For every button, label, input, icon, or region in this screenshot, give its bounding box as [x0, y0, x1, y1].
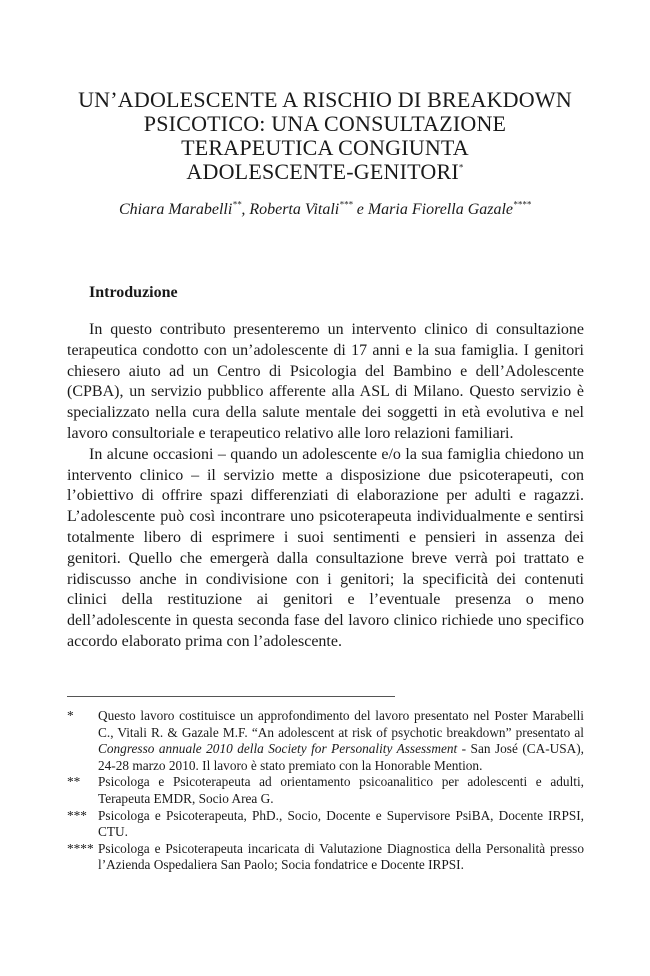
section-heading: Introduzione [89, 284, 178, 301]
footnote-text-part: Questo lavoro costituisce un approfondimento del lavoro presentato nel Poster Marabelli C., Vitali R. & Gazale M.F. “An adolescent at risk of psychotic breakdown” presentato al [98, 708, 584, 740]
title-line-text: ADOLESCENTE-GENITORI [186, 159, 459, 184]
title-line: UN’ADOLESCENTE A RISCHIO DI BREAKDOWN [78, 87, 572, 112]
footnote-text-part: - San José (CA-USA), 24-28 marzo 2010. Il lavoro è stato premiato con la Honorable Mention. [98, 741, 585, 773]
footnote-text: Psicologa e Psicoterapeuta incaricata di Valutazione Diagnostica della Personalità presso l’Azienda Ospedaliera San Paolo; Socia fondatrice e Docente IRPSI. [98, 840, 584, 873]
author-footnote-mark: **** [513, 199, 532, 210]
author-separator: e [352, 201, 368, 218]
footnote-text: Psicologa e Psicoterapeuta ad orientamento psicoanalitico per adolescenti e adulti, Terapeuta EMDR, Socio Area G. [98, 774, 584, 806]
footnote-mark: * [67, 708, 74, 723]
author-name: Roberta Vitali [249, 201, 340, 218]
body-paragraph: In alcune occasioni – quando un adolescente e/o la sua famiglia chiedono un intervento clinico – il servizio mette a disposizione due psicoterapeuti, con l’obiettivo di offrire spazi differenziati di elaborazione per adulti e ragazzi. L’adolescente può così incontrare uno psicoterapeuta individualmente e sentirsi totalmente libero di esprimere i suoi sentimenti e pensieri in assenza dei genitori. Quello che emergerà dalla consultazione breve verrà poi trattato e ridiscusso anche in condivisione con i genitori; la specificità dei contenuti clinici della restituzione ai genitori e l’eventuale presenza o meno dell’adolescente in questa seconda fase del lavoro clinico richiede uno specifico accordo elaborato prima con l’adolescente. [67, 445, 584, 650]
footnote-divider [67, 696, 395, 697]
body-paragraph: In questo contributo presenteremo un intervento clinico di consultazione terapeutica condotto con un’adolescente di 17 anni e la sua famiglia. I genitori chiesero aiuto ad un Centro di Psicologia del Bambino e dell’Adolescente (CPBA), un servizio pubblico afferente alla ASL di Milano. Questo servizio è specializzato nella cura della salute mentale dei soggetti in età evolutiva e nel lavoro consultoriale e terapeutico relativo alle loro relazioni familiari. [67, 321, 584, 442]
footnote-text: Psicologa e Psicoterapeuta, PhD., Socio, Docente e Supervisore PsiBA, Docente IRPSI, CTU. [98, 807, 584, 840]
footnote [67, 774, 584, 807]
footnote-mark: *** [67, 807, 87, 823]
author-separator: , [241, 201, 250, 218]
author-name: Chiara Marabelli [118, 201, 233, 218]
title-footnote-mark: * [458, 162, 464, 173]
body-text [67, 320, 584, 653]
footnote [67, 708, 584, 774]
footnote-mark: ** [67, 774, 81, 790]
article-title [60, 88, 590, 184]
title-line: TERAPEUTICA CONGIUNTA [181, 135, 469, 160]
title-line: PSICOTICO: UNA CONSULTAZIONE [143, 111, 507, 136]
footnote-mark: **** [67, 840, 94, 856]
footnote [67, 808, 584, 841]
footnote-text-italic: Congresso annuale 2010 della Society for Personality Assessment [98, 741, 458, 757]
title-line [60, 160, 590, 184]
footnote-text [98, 708, 584, 774]
author-name: Maria Fiorella Gazale [367, 201, 514, 218]
footnote [67, 841, 584, 874]
author-footnote-mark: *** [339, 199, 353, 210]
footnotes [67, 708, 584, 874]
author-list [60, 200, 590, 220]
author-footnote-mark: ** [232, 199, 242, 210]
